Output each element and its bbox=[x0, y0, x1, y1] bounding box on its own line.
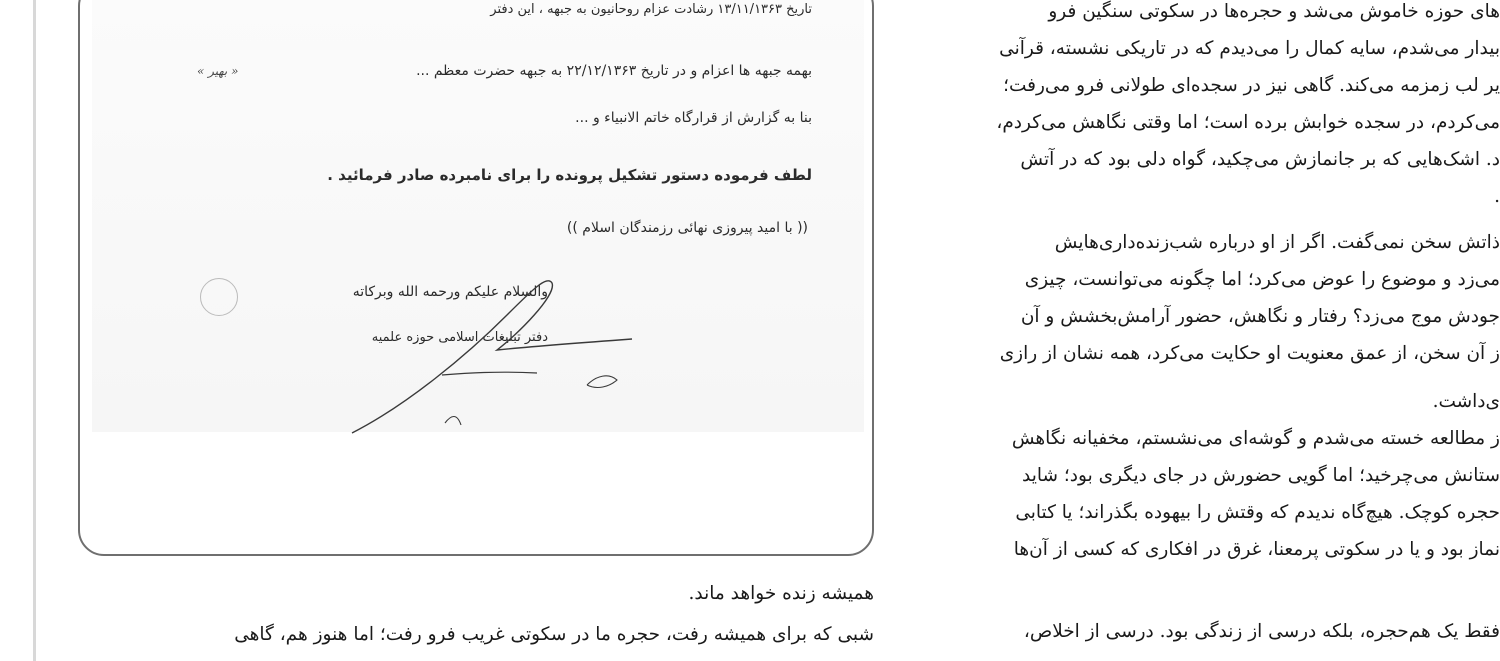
paragraph-line: می‌زد و موضوع را عوض می‌کرد؛ اما چگونه می‌توانست، چیزی bbox=[1024, 269, 1500, 290]
caption-line: همیشه زنده خواهد ماند. bbox=[688, 583, 874, 604]
paragraph-line: بیدار می‌شدم، سایه کمال را می‌دیدم که در تاریکی نشسته، قرآنی bbox=[999, 38, 1500, 59]
paragraph-line: ستانش می‌چرخید؛ اما گویی حضورش در جای دیگری بود؛ شاید bbox=[1022, 465, 1500, 486]
letter-closing: والسلام علیکم ورحمه الله وبرکاته bbox=[352, 284, 548, 300]
letter-margin-note: « بهیر » bbox=[197, 64, 239, 78]
letter-line-2: بهمه جبهه ها اعزام و در تاریخ ۲۲/۱۲/۱۳۶۳ به جبهه حضرت معظم ... bbox=[416, 63, 812, 79]
right-text-column bbox=[906, 0, 1500, 661]
paragraph-line: ز آن سخن، از عمق معنویت او حکایت می‌کرد، همه نشان از رازی bbox=[999, 343, 1500, 364]
signature-scribble bbox=[347, 255, 647, 435]
letter-line-4: لطف فرموده دستور تشکیل پرونده را برای نامبرده صادر فرمائید . bbox=[327, 166, 812, 184]
paragraph-line: جودش موج می‌زد؟ رفتار و نگاهش، حضور آرامش‌بخشش و آن bbox=[1020, 306, 1500, 327]
paragraph-line: ی‌داشت. bbox=[1432, 391, 1500, 412]
paragraph-line: یر لب زمزمه می‌کند. گاهی نیز در سجده‌ای طولانی فرو می‌رفت؛ bbox=[1003, 75, 1500, 96]
scanned-letter bbox=[92, 0, 864, 432]
paragraph-line: فقط یک هم‌حجره، بلکه درسی از زندگی بود. درسی از اخلاص، bbox=[1023, 621, 1500, 642]
letter-line-1: تاریخ ۱۳/۱۱/۱۳۶۳ رشادت عزام روحانیون به جبهه ، این دفتر bbox=[490, 2, 812, 17]
paragraph-line: می‌کردم، در سجده خوابش برده است؛ اما وقتی نگاهش می‌کردم، bbox=[996, 112, 1500, 133]
paragraph-line: شبی که برای همیشه رفت، حجره ما در سکوتی غریب فرو رفت؛ اما هنوز هم، گاهی bbox=[234, 624, 874, 645]
paragraph-line: نماز بود و یا در سکوتی پرمعنا، غرق در افکاری که کسی از آن‌ها bbox=[1013, 539, 1500, 560]
paragraph-line: حجره کوچک. هیچ‌گاه ندیدم که وقتش را بیهوده بگذراند؛ یا کتابی bbox=[1015, 502, 1500, 523]
stamp-mark bbox=[200, 278, 238, 316]
letter-office: دفتر تبلیغات اسلامی حوزه علمیه bbox=[371, 330, 548, 345]
letter-line-5: (( با امید پیروزی نهائی رزمندگان اسلام )) bbox=[566, 220, 808, 236]
letter-line-3: بنا به گزارش از قرارگاه خاتم الانبیاء و ... bbox=[575, 110, 812, 126]
paragraph-line: ز مطالعه خسته می‌شدم و گوشه‌ای می‌نشستم، مخفیانه نگاهش bbox=[1011, 428, 1500, 449]
paragraph-line: . bbox=[1494, 186, 1500, 207]
paragraph-line: های حوزه خاموش می‌شد و حجره‌ها در سکوتی سنگین فرو bbox=[1048, 1, 1500, 22]
paragraph-line: ذاتش سخن نمی‌گفت. اگر از او درباره شب‌زنده‌داری‌هایش bbox=[1054, 232, 1500, 253]
paragraph-line: د. اشک‌هایی که بر جانمازش می‌چکید، گواه دلی بود که در آتش bbox=[1020, 149, 1500, 170]
page-margin-rule bbox=[33, 0, 36, 661]
